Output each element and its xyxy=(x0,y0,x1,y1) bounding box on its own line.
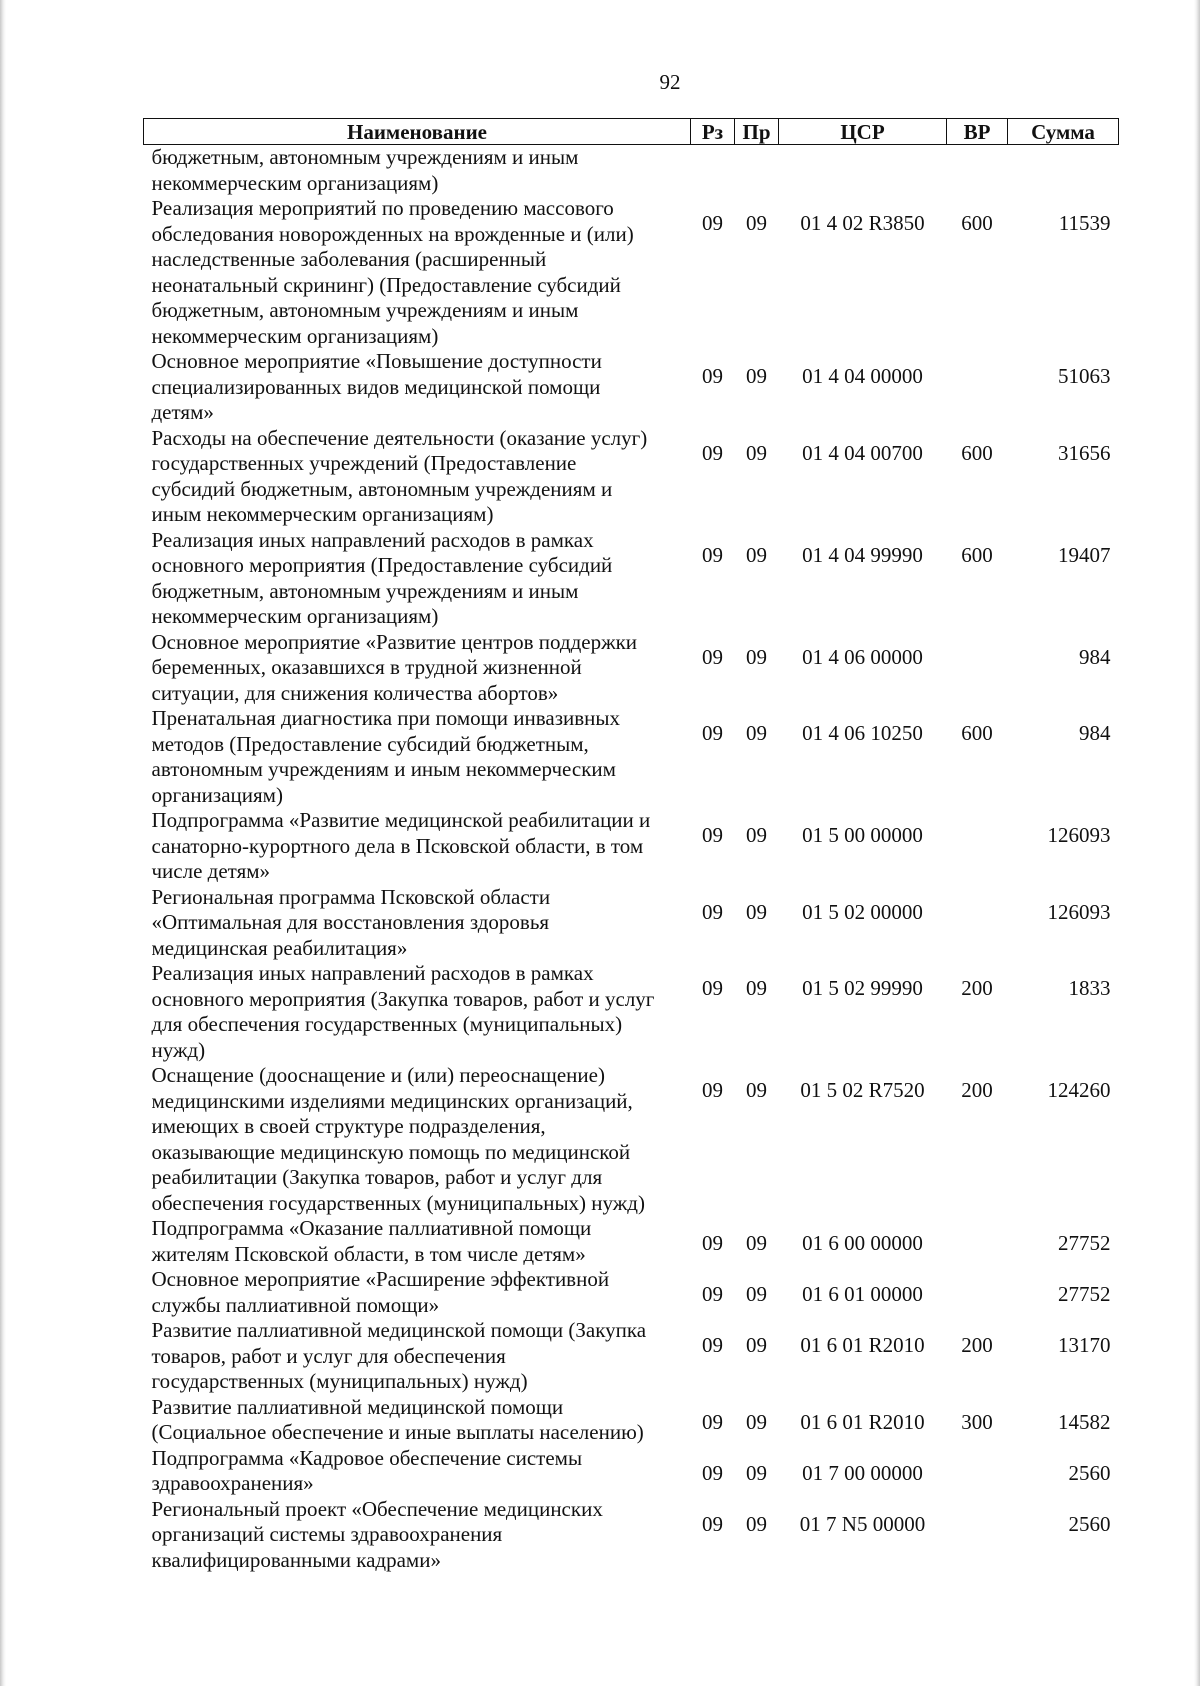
row-vr: 600 xyxy=(961,721,993,745)
table-body xyxy=(144,145,1119,1574)
row-name-line: Пренатальная диагностика при помощи инвазивных xyxy=(151,706,621,730)
row-csr: 01 5 02 00000 xyxy=(802,899,923,924)
row-name-line: наследственные заболевания (расширенный xyxy=(151,247,547,271)
row-name-line: Реализация мероприятий по проведению массового xyxy=(151,196,614,220)
table-row xyxy=(144,1318,1119,1395)
row-name xyxy=(144,196,691,349)
row-name-line: реабилитации (Закупка товаров, работ и услуг для xyxy=(151,1165,603,1189)
row-vr xyxy=(947,349,1008,426)
row-rz: 09 xyxy=(702,542,723,567)
table-row xyxy=(144,145,1119,197)
scan-edge-right xyxy=(1194,0,1200,1686)
row-pr: 09 xyxy=(746,1282,767,1306)
row-rz: 09 xyxy=(702,1333,723,1357)
row-name-line: оказывающие медицинскую помощь по медицинской xyxy=(151,1139,631,1164)
table-row xyxy=(144,426,1119,528)
row-name-line: для обеспечения государственных (муниципальных) xyxy=(151,1012,623,1036)
row-rz: 09 xyxy=(702,1511,723,1536)
row-name-line: основного мероприятия (Закупка товаров, работ и услуг xyxy=(151,986,655,1011)
row-name-line: государственных (муниципальных) нужд) xyxy=(151,1369,528,1393)
row-rz: 09 xyxy=(702,823,723,847)
row-rz: 09 xyxy=(702,1231,723,1255)
row-rz: 09 xyxy=(702,644,723,669)
table-row xyxy=(144,885,1119,962)
row-csr: 01 4 02 R3850 xyxy=(800,211,925,235)
row-pr: 09 xyxy=(746,211,767,235)
row-pr xyxy=(735,145,779,197)
row-vr xyxy=(947,630,1008,707)
row-vr xyxy=(947,808,1008,885)
row-pr: 09 xyxy=(746,440,767,465)
row-name-line: государственных учреждений (Предоставление xyxy=(151,451,577,475)
row-vr: 200 xyxy=(961,976,993,1000)
row-rz: 09 xyxy=(702,899,723,924)
table-row xyxy=(144,808,1119,885)
row-pr: 09 xyxy=(746,1409,767,1434)
row-name-line: жителям Псковской области, в том числе детям» xyxy=(151,1241,586,1266)
row-sum: 2560 xyxy=(1068,1460,1111,1485)
row-name xyxy=(144,1395,691,1446)
row-name-line: санаторно-курортного дела в Псковской области, в том xyxy=(151,833,644,858)
row-sum: 27752 xyxy=(1058,1231,1111,1255)
row-name-line: «Оптимальная для восстановления здоровья xyxy=(151,910,550,934)
row-name xyxy=(144,1063,691,1216)
row-name-line: иным некоммерческим организациям) xyxy=(151,502,494,526)
table-row xyxy=(144,1063,1119,1216)
row-name-line: обеспечения государственных (муниципальных) нужд) xyxy=(151,1190,645,1215)
row-name-line: неонатальный скрининг) (Предоставление субсидий xyxy=(151,272,621,297)
row-rz: 09 xyxy=(702,1078,723,1102)
header-csr: ЦСР xyxy=(779,119,947,145)
row-name-line: здравоохранения» xyxy=(151,1471,314,1495)
row-csr: 01 6 00 00000 xyxy=(802,1231,923,1255)
row-sum: 19407 xyxy=(1058,542,1111,567)
row-pr: 09 xyxy=(746,976,767,1000)
row-pr: 09 xyxy=(746,1511,767,1536)
page-number: 92 xyxy=(659,70,681,94)
row-name-line: (Социальное обеспечение и иные выплаты населению) xyxy=(151,1420,644,1444)
table-row xyxy=(144,1267,1119,1318)
table-row xyxy=(144,706,1119,808)
row-name-line: медицинская реабилитация» xyxy=(151,935,408,960)
row-vr: 600 xyxy=(961,542,993,567)
row-sum: 31656 xyxy=(1058,440,1111,465)
row-sum: 126093 xyxy=(1047,899,1111,924)
row-name-line: службы паллиативной помощи» xyxy=(151,1292,440,1317)
table-header xyxy=(144,119,1119,145)
row-csr: 01 4 04 99990 xyxy=(802,542,923,567)
row-vr: 300 xyxy=(961,1409,993,1434)
table-row xyxy=(144,196,1119,349)
row-name-line: Основное мероприятие «Повышение доступности xyxy=(151,349,602,373)
budget-table xyxy=(143,118,1119,1573)
row-name-line: Региональная программа Псковской области xyxy=(151,884,551,909)
row-name-line: Подпрограмма «Кадровое обеспечение системы xyxy=(151,1445,583,1470)
row-csr: 01 5 02 R7520 xyxy=(800,1078,925,1102)
row-vr xyxy=(947,885,1008,962)
row-sum: 1833 xyxy=(1068,976,1111,1000)
row-rz: 09 xyxy=(702,976,723,1000)
row-sum: 984 xyxy=(1079,721,1111,745)
row-csr: 01 7 00 00000 xyxy=(802,1460,923,1485)
table-row xyxy=(144,630,1119,707)
row-name-line: некоммерческим организациям) xyxy=(151,170,439,195)
row-csr: 01 5 00 00000 xyxy=(802,823,923,847)
row-name xyxy=(144,145,691,197)
row-rz: 09 xyxy=(702,1409,723,1434)
row-name-line: Расходы на обеспечение деятельности (оказание услуг) xyxy=(151,425,648,450)
row-name-line: ситуации, для снижения количества абортов» xyxy=(151,680,559,705)
row-name-line: организациям) xyxy=(151,782,283,807)
row-csr: 01 4 04 00700 xyxy=(802,440,923,465)
row-rz xyxy=(691,145,735,197)
row-name xyxy=(144,885,691,962)
row-name-line: Оснащение (дооснащение и (или) переоснащение) xyxy=(151,1063,605,1087)
row-vr xyxy=(947,1446,1008,1497)
row-name-line: имеющих в своей структуре подразделения, xyxy=(151,1114,546,1138)
table-row xyxy=(144,1216,1119,1267)
row-csr: 01 4 04 00000 xyxy=(802,364,923,388)
row-name xyxy=(144,961,691,1063)
row-name xyxy=(144,528,691,630)
row-vr xyxy=(947,1216,1008,1267)
row-name-line: медицинскими изделиями медицинских организаций, xyxy=(151,1088,633,1113)
row-sum: 124260 xyxy=(1047,1078,1111,1102)
row-sum: 984 xyxy=(1079,644,1111,669)
row-rz: 09 xyxy=(702,721,723,745)
row-name-line: Основное мероприятие «Развитие центров поддержки xyxy=(151,629,638,654)
row-csr: 01 5 02 99990 xyxy=(802,976,923,1000)
row-name-line: бюджетным, автономным учреждениям и иным xyxy=(151,298,579,322)
row-name-line: Развитие паллиативной медицинской помощи xyxy=(151,1394,564,1419)
row-pr: 09 xyxy=(746,721,767,745)
row-pr: 09 xyxy=(746,899,767,924)
row-name xyxy=(144,706,691,808)
row-sum: 13170 xyxy=(1058,1333,1111,1357)
row-name-line: детям» xyxy=(151,400,214,424)
row-name xyxy=(144,630,691,707)
row-csr: 01 6 01 R2010 xyxy=(800,1333,925,1357)
row-name xyxy=(144,1446,691,1497)
table-row xyxy=(144,1446,1119,1497)
row-name-line: Подпрограмма «Оказание паллиативной помощи xyxy=(151,1216,592,1240)
row-sum: 27752 xyxy=(1058,1282,1111,1306)
row-name-line: субсидий бюджетным, автономным учреждениям и xyxy=(151,476,613,501)
row-csr: 01 4 06 10250 xyxy=(802,721,923,745)
row-name xyxy=(144,1216,691,1267)
row-pr: 09 xyxy=(746,364,767,388)
row-name-line: обследования новорожденных на врожденные и (или) xyxy=(151,221,634,246)
row-name-line: автономным учреждениям и иным некоммерческим xyxy=(151,757,616,781)
header-pr: Пр xyxy=(735,119,779,145)
row-name-line: квалифицированными кадрами» xyxy=(151,1547,441,1572)
row-pr: 09 xyxy=(746,1078,767,1102)
row-name xyxy=(144,808,691,885)
row-vr xyxy=(947,1267,1008,1318)
table-row xyxy=(144,349,1119,426)
row-pr: 09 xyxy=(746,1231,767,1255)
row-vr xyxy=(947,145,1008,197)
row-name-line: товаров, работ и услуг для обеспечения xyxy=(151,1343,506,1368)
row-pr: 09 xyxy=(746,1333,767,1357)
row-name-line: методов (Предоставление субсидий бюджетным, xyxy=(151,731,589,756)
row-name-line: Подпрограмма «Развитие медицинской реабилитации и xyxy=(151,808,651,832)
row-sum: 14582 xyxy=(1058,1409,1111,1434)
row-rz: 09 xyxy=(702,364,723,388)
row-rz: 09 xyxy=(702,211,723,235)
row-pr: 09 xyxy=(746,1460,767,1485)
table-row xyxy=(144,528,1119,630)
row-name-line: Основное мероприятие «Расширение эффективной xyxy=(151,1267,610,1291)
row-name xyxy=(144,1318,691,1395)
row-name xyxy=(144,1267,691,1318)
row-csr xyxy=(779,145,947,197)
row-sum xyxy=(1008,145,1119,197)
row-name-line: бюджетным, автономным учреждениям и иным xyxy=(151,145,579,169)
row-vr: 200 xyxy=(961,1078,993,1102)
header-name: Наименование xyxy=(144,119,691,145)
row-vr: 600 xyxy=(961,211,993,235)
row-pr: 09 xyxy=(746,644,767,669)
row-pr: 09 xyxy=(746,542,767,567)
header-sum: Сумма xyxy=(1008,119,1119,145)
row-name-line: основного мероприятия (Предоставление субсидий xyxy=(151,553,613,577)
row-pr: 09 xyxy=(746,823,767,847)
table-row xyxy=(144,961,1119,1063)
row-name-line: некоммерческим организациям) xyxy=(151,604,439,628)
row-name-line: Реализация иных направлений расходов в рамках xyxy=(151,961,594,985)
row-name-line: Развитие паллиативной медицинской помощи (Закупка xyxy=(151,1318,647,1342)
row-name-line: беременных, оказавшихся в трудной жизненной xyxy=(151,655,582,679)
header-vr: ВР xyxy=(947,119,1008,145)
row-name-line: нужд) xyxy=(151,1037,206,1062)
row-name-line: специализированных видов медицинской помощи xyxy=(151,374,601,399)
row-name xyxy=(144,1497,691,1574)
row-name-line: бюджетным, автономным учреждениям и иным xyxy=(151,578,579,603)
row-name xyxy=(144,426,691,528)
row-vr xyxy=(947,1497,1008,1574)
row-rz: 09 xyxy=(702,1282,723,1306)
row-vr: 600 xyxy=(961,440,993,465)
row-sum: 126093 xyxy=(1047,823,1111,847)
row-rz: 09 xyxy=(702,1460,723,1485)
row-name-line: некоммерческим организациям) xyxy=(151,323,439,348)
row-csr: 01 7 N5 00000 xyxy=(799,1511,926,1536)
table-row xyxy=(144,1497,1119,1574)
row-csr: 01 6 01 00000 xyxy=(802,1282,923,1306)
row-csr: 01 6 01 R2010 xyxy=(800,1409,925,1434)
header-rz: Рз xyxy=(691,119,735,145)
row-sum: 11539 xyxy=(1058,211,1111,235)
row-name-line: Региональный проект «Обеспечение медицинских xyxy=(151,1496,603,1521)
scan-edge-left xyxy=(0,0,6,1686)
table-row xyxy=(144,1395,1119,1446)
row-rz: 09 xyxy=(702,440,723,465)
row-name-line: организаций системы здравоохранения xyxy=(151,1522,503,1546)
row-vr: 200 xyxy=(961,1333,993,1357)
row-sum: 51063 xyxy=(1058,364,1111,388)
row-sum: 2560 xyxy=(1068,1511,1111,1536)
row-name-line: Реализация иных направлений расходов в рамках xyxy=(151,527,594,552)
row-csr: 01 4 06 00000 xyxy=(802,644,923,669)
row-name xyxy=(144,349,691,426)
row-name-line: числе детям» xyxy=(151,859,271,883)
